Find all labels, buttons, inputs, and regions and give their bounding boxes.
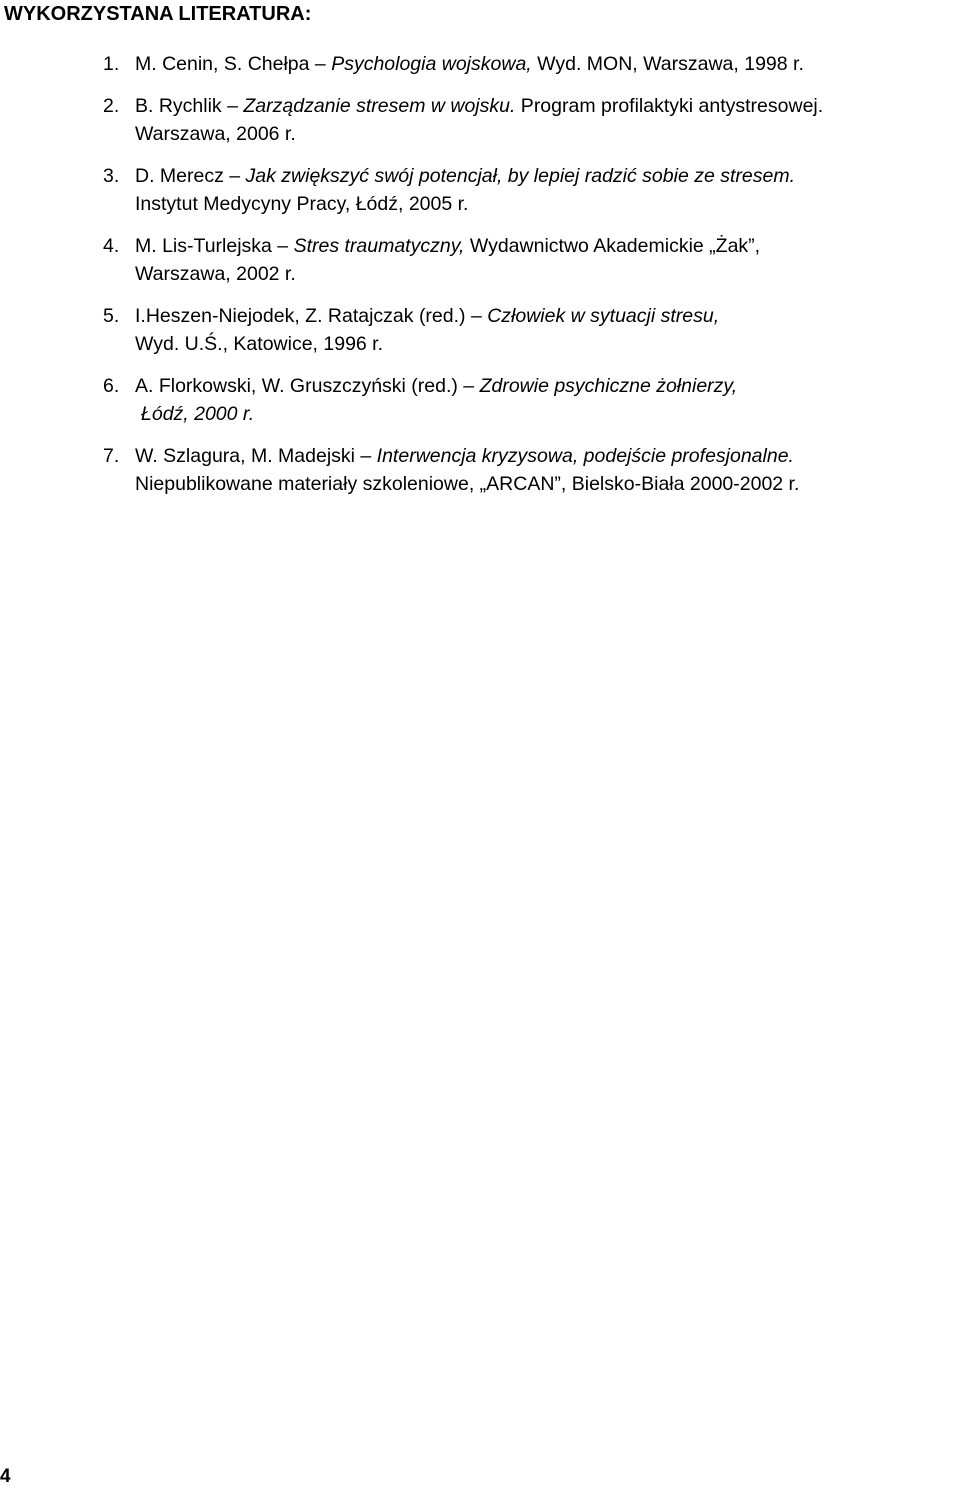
reference-item [0, 442, 960, 498]
reference-number: 5. [103, 305, 120, 327]
reference-line [135, 50, 956, 78]
reference-text: B. Rychlik – [135, 95, 244, 117]
reference-item [0, 50, 960, 78]
reference-line [135, 330, 956, 358]
reference-text: Wyd. MON, Warszawa, 1998 r. [531, 53, 804, 75]
reference-item [0, 372, 960, 428]
reference-title: Stres traumatyczny, [293, 235, 465, 257]
reference-item [0, 162, 960, 218]
reference-title: Łódź, 2000 r. [141, 403, 255, 425]
reference-text: A. Florkowski, W. Gruszczyński (red.) – [135, 375, 480, 397]
reference-item [0, 232, 960, 288]
reference-line [135, 232, 956, 260]
reference-item [0, 92, 960, 148]
bibliography-list [0, 50, 960, 512]
reference-line [135, 92, 956, 120]
reference-line [135, 190, 956, 218]
reference-text: M. Cenin, S. Chełpa – [135, 53, 332, 75]
reference-text: I.Heszen-Niejodek, Z. Ratajczak (red.) – [135, 305, 488, 327]
reference-line [135, 400, 956, 428]
reference-number: 4. [103, 235, 120, 257]
reference-number: 1. [103, 53, 120, 75]
reference-title: Człowiek w sytuacji stresu, [487, 305, 720, 327]
reference-text: D. Merecz – [135, 165, 246, 187]
reference-text: Warszawa, 2002 r. [135, 263, 296, 285]
reference-text: W. Szlagura, M. Madejski – [135, 445, 377, 467]
reference-title: Jak zwiększyć swój potencjał, by lepiej radzić sobie ze stresem. [245, 165, 795, 187]
reference-number: 2. [103, 95, 120, 117]
reference-number: 7. [103, 445, 120, 467]
page-title: WYKORZYSTANA LITERATURA: [4, 3, 312, 25]
reference-title: Psychologia wojskowa, [331, 53, 532, 75]
reference-text: Niepublikowane materiały szkoleniowe, „ARCAN”, Bielsko-Biała 2000-2002 r. [135, 473, 800, 495]
reference-number: 3. [103, 165, 120, 187]
reference-line [135, 120, 956, 148]
reference-line [135, 162, 956, 190]
reference-title: Zarządzanie stresem w wojsku. [243, 95, 516, 117]
reference-title: Zdrowie psychiczne żołnierzy, [479, 375, 738, 397]
reference-line [135, 372, 956, 400]
reference-line [135, 260, 956, 288]
reference-text: Instytut Medycyny Pracy, Łódź, 2005 r. [135, 193, 469, 215]
reference-item [0, 302, 960, 358]
reference-line [135, 302, 956, 330]
reference-text: Wydawnictwo Akademickie „Żak”, [464, 235, 761, 257]
reference-text: M. Lis-Turlejska – [135, 235, 294, 257]
reference-line [135, 470, 956, 498]
reference-text: Program profilaktyki antystresowej. [515, 95, 824, 117]
reference-title: Interwencja kryzysowa, podejście profesjonalne. [376, 445, 794, 467]
reference-number: 6. [103, 375, 120, 397]
reference-text: Wyd. U.Ś., Katowice, 1996 r. [135, 333, 384, 355]
page-number: 4 [0, 1466, 11, 1487]
reference-line [135, 442, 956, 470]
reference-text: Warszawa, 2006 r. [135, 123, 296, 145]
